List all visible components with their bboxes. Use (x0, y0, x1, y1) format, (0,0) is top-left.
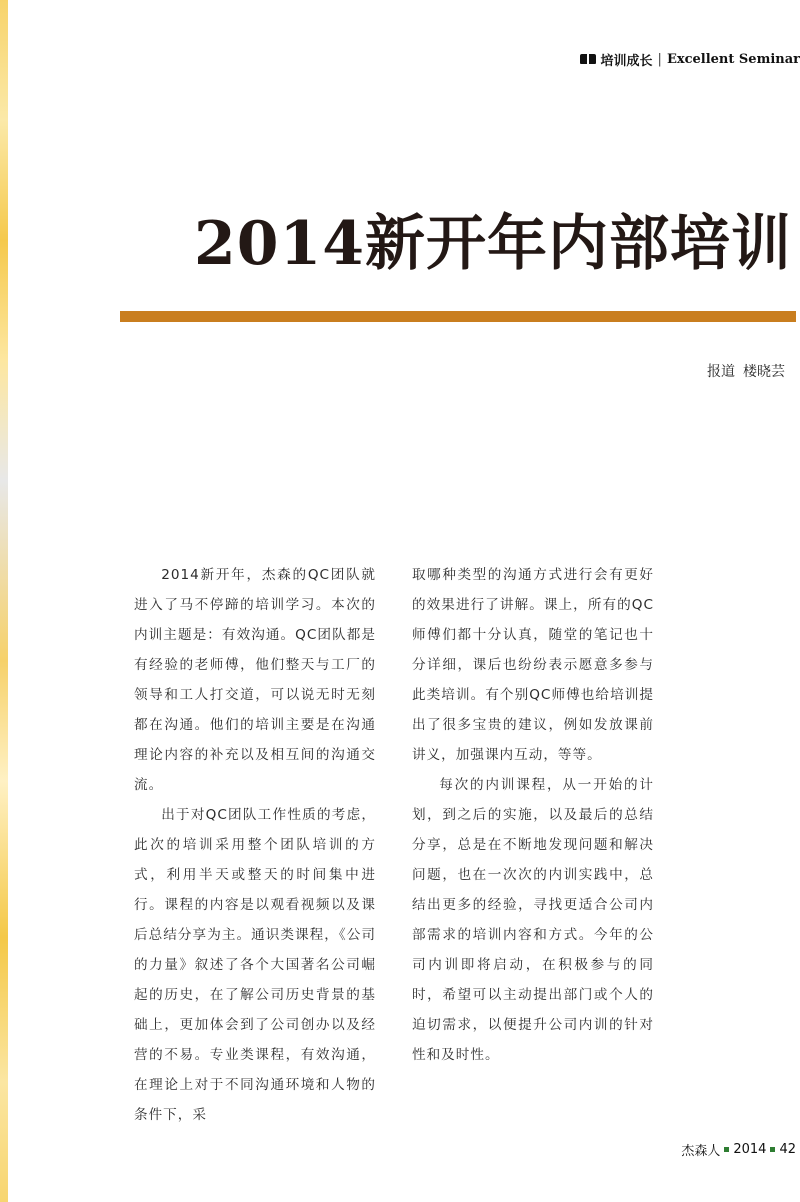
footer-dot (770, 1147, 775, 1152)
paragraph-continued: 取哪种类型的沟通方式进行会有更好的效果进行了讲解。课上，所有的QC师傅们都十分认真，随堂的笔记也十分详细，课后也纷纷表示愿意多参与此类培训。有个别QC师傅也给培训提出了很多宝贵的建议，例如发放课前讲义，加强课内互动，等等。 (412, 567, 654, 763)
page-edge-strip (0, 0, 8, 1202)
footer-dot (724, 1147, 729, 1152)
page-footer (681, 1140, 796, 1159)
article-column-left (134, 560, 376, 1130)
paragraph: 2014新开年，杰森的QC团队就进入了马不停蹄的培训学习。本次的内训主题是：有效沟通。QC团队都是有经验的老师傅，他们整天与工厂的领导和工人打交道，可以说无时无刻都在沟通。他们的培训主要是在沟通理论内容的补充以及相互间的沟通交流。 (134, 567, 376, 793)
title-rule (120, 311, 796, 322)
byline (707, 361, 785, 381)
book-icon (580, 53, 596, 65)
article-title: 2014新开年内部培训 (194, 209, 792, 279)
byline-label: 报道 (707, 364, 735, 380)
issue-year: 2014 (733, 1142, 767, 1157)
magazine-name: 杰森人 (681, 1144, 721, 1159)
section-label-zh: 培训成长 (600, 53, 653, 69)
paragraph: 每次的内训课程，从一开始的计划，到之后的实施，以及最后的总结分享，总是在不断地发现问题和解决问题，也在一次次的内训实践中，总结出更多的经验，寻找更适合公司内部需求的培训内容和方式。今年的公司内训即将启动，在积极参与的同时，希望可以主动提出部门或个人的迫切需求，以便提升公司内训的针对性和及时性。 (412, 777, 654, 1063)
header-divider: | (657, 51, 662, 67)
section-header (580, 50, 800, 68)
byline-author: 楼晓芸 (743, 364, 785, 380)
section-label-en: Excellent Seminar (666, 51, 800, 67)
page-number: 42 (779, 1142, 796, 1157)
article-column-right (412, 560, 654, 1070)
paragraph: 出于对QC团队工作性质的考虑，此次的培训采用整个团队培训的方式，利用半天或整天的时间集中进行。课程的内容是以观看视频以及课后总结分享为主。通识类课程，《公司的力量》叙述了各个大国著名公司崛起的历史，在了解公司历史背景的基础上，更加体会到了公司创办以及经营的不易。专业类课程，有效沟通，在理论上对于不同沟通环境和人物的条件下，采 (134, 807, 376, 1123)
